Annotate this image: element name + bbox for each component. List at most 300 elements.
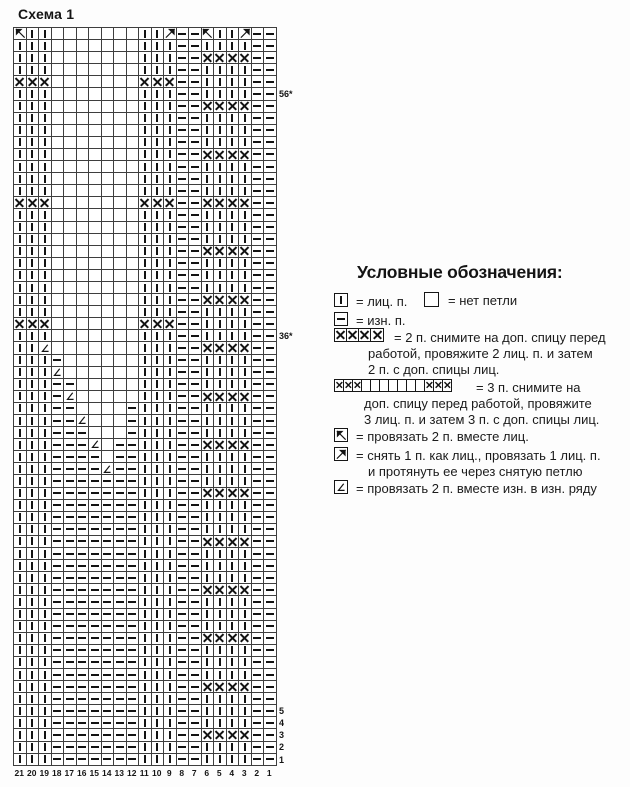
chart-cell	[114, 246, 127, 258]
chart-cell	[177, 681, 190, 693]
purl-symbol	[116, 686, 124, 688]
cross-symbol	[202, 246, 212, 256]
chart-cell	[52, 681, 65, 693]
chart-cell	[227, 742, 240, 754]
cross-symbol	[202, 295, 212, 305]
chart-cell	[139, 729, 152, 741]
chart-cell	[202, 451, 215, 463]
chart-cell	[227, 693, 240, 705]
chart-cell	[64, 76, 77, 88]
chart-cell	[152, 258, 165, 270]
chart-cell	[252, 76, 265, 88]
purl-symbol	[116, 601, 124, 603]
chart-cell	[189, 391, 202, 403]
chart-cell	[264, 149, 277, 161]
chart-cell	[89, 318, 102, 330]
chart-cell	[102, 560, 115, 572]
knit-symbol	[156, 235, 158, 243]
chart-cell	[202, 572, 215, 584]
chart-cell	[52, 621, 65, 633]
chart-cell	[164, 548, 177, 560]
chart-cell	[239, 40, 252, 52]
purl-symbol	[191, 359, 199, 361]
knit-symbol	[244, 187, 246, 195]
chart-cell	[202, 379, 215, 391]
chart-cell	[227, 500, 240, 512]
chart-cell	[152, 222, 165, 234]
chart-cell	[177, 318, 190, 330]
knit-symbol	[156, 453, 158, 461]
knit-symbol	[219, 271, 221, 279]
chart-cell	[152, 536, 165, 548]
knit-symbol	[19, 513, 21, 521]
chart-cell	[127, 125, 140, 137]
chart-cell	[152, 330, 165, 342]
chart-cell	[102, 427, 115, 439]
purl-symbol	[253, 153, 261, 155]
chart-cell	[27, 222, 40, 234]
chart-cell	[152, 113, 165, 125]
knit-symbol	[219, 417, 221, 425]
chart-cell	[177, 560, 190, 572]
p2tog-icon	[77, 415, 88, 426]
cross-symbol	[152, 198, 162, 208]
chart-cell	[139, 403, 152, 415]
chart-cell	[77, 742, 90, 754]
knit-symbol	[144, 356, 146, 364]
knit-symbol	[44, 489, 46, 497]
chart-cell	[239, 633, 252, 645]
chart-cell	[89, 367, 102, 379]
knit-symbol	[231, 719, 233, 727]
chart-title: Схема 1	[18, 6, 75, 22]
chart-cell	[64, 52, 77, 64]
chart-cell	[152, 645, 165, 657]
skp-icon	[336, 449, 347, 460]
knit-symbol	[144, 743, 146, 751]
chart-cell	[239, 403, 252, 415]
knit-symbol	[231, 477, 233, 485]
knit-symbol	[44, 477, 46, 485]
chart-cell	[227, 330, 240, 342]
chart-cell	[214, 270, 227, 282]
knit-symbol	[19, 695, 21, 703]
chart-cell	[239, 149, 252, 161]
chart-cell	[139, 185, 152, 197]
knit-symbol	[219, 90, 221, 98]
knit-symbol	[144, 586, 146, 594]
cross-symbol	[227, 633, 237, 643]
chart-cell	[89, 439, 102, 451]
chart-cell	[52, 500, 65, 512]
chart-cell	[127, 754, 140, 766]
chart-cell	[214, 222, 227, 234]
chart-cell	[39, 113, 52, 125]
knitting-chart-grid	[13, 27, 277, 766]
cross-symbol	[165, 319, 175, 329]
knit-symbol	[169, 296, 171, 304]
knit-symbol	[244, 525, 246, 533]
chart-cell	[177, 355, 190, 367]
chart-cell	[239, 512, 252, 524]
chart-cell	[152, 512, 165, 524]
purl-symbol	[66, 601, 74, 603]
chart-cell	[64, 197, 77, 209]
purl-symbol	[266, 468, 274, 470]
chart-cell	[189, 294, 202, 306]
cross-symbol	[215, 585, 225, 595]
chart-cell	[14, 609, 27, 621]
chart-cell	[139, 270, 152, 282]
chart-cell	[139, 40, 152, 52]
knit-symbol	[19, 646, 21, 654]
chart-cell	[39, 161, 52, 173]
chart-cell	[214, 88, 227, 100]
purl-symbol	[178, 323, 186, 325]
chart-cell	[239, 270, 252, 282]
chart-cell	[177, 705, 190, 717]
purl-symbol	[128, 734, 136, 736]
purl-symbol	[128, 637, 136, 639]
chart-cell	[177, 282, 190, 294]
cross-symbol	[215, 343, 225, 353]
knit-symbol	[19, 683, 21, 691]
purl-symbol	[253, 57, 261, 59]
chart-cell	[102, 234, 115, 246]
legend-symbol-cable6	[334, 379, 452, 392]
chart-cell	[189, 258, 202, 270]
knit-symbol	[156, 102, 158, 110]
chart-cell	[189, 717, 202, 729]
chart-cell	[189, 705, 202, 717]
knit-symbol	[44, 138, 46, 146]
chart-cell	[77, 548, 90, 560]
purl-symbol	[78, 516, 86, 518]
chart-cell	[127, 40, 140, 52]
knit-symbol	[44, 646, 46, 654]
chart-cell	[64, 524, 77, 536]
chart-cell	[27, 101, 40, 113]
chart-cell	[27, 306, 40, 318]
purl-symbol	[266, 311, 274, 313]
chart-cell	[89, 536, 102, 548]
chart-cell	[102, 330, 115, 342]
knit-symbol	[144, 247, 146, 255]
legend-symbol-box	[334, 447, 348, 461]
chart-cell	[252, 258, 265, 270]
purl-symbol	[128, 432, 136, 434]
knit-symbol	[144, 66, 146, 74]
purl-symbol	[66, 686, 74, 688]
chart-cell	[114, 572, 127, 584]
chart-cell	[227, 524, 240, 536]
purl-symbol	[103, 565, 111, 567]
knit-symbol	[219, 404, 221, 412]
chart-cell	[264, 64, 277, 76]
knit-symbol	[219, 114, 221, 122]
purl-symbol	[116, 540, 124, 542]
chart-cell	[39, 258, 52, 270]
knit-symbol	[244, 562, 246, 570]
chart-cell	[177, 717, 190, 729]
knit-symbol	[340, 296, 342, 304]
chart-cell	[164, 185, 177, 197]
chart-cell	[139, 754, 152, 766]
chart-cell	[252, 40, 265, 52]
knit-symbol	[144, 695, 146, 703]
purl-symbol	[191, 661, 199, 663]
chart-cell	[114, 52, 127, 64]
chart-cell	[164, 621, 177, 633]
chart-cell	[114, 729, 127, 741]
purl-symbol	[191, 81, 199, 83]
chart-cell	[39, 475, 52, 487]
chart-cell	[177, 609, 190, 621]
chart-cell	[177, 294, 190, 306]
chart-cell	[52, 270, 65, 282]
chart-cell	[252, 657, 265, 669]
knit-symbol	[144, 658, 146, 666]
cross-symbol	[227, 488, 237, 498]
chart-cell	[89, 645, 102, 657]
chart-cell	[252, 52, 265, 64]
knit-symbol	[19, 598, 21, 606]
knit-symbol	[19, 211, 21, 219]
knit-symbol	[31, 187, 33, 195]
chart-cell	[102, 379, 115, 391]
purl-symbol	[91, 553, 99, 555]
purl-symbol	[116, 722, 124, 724]
knit-symbol	[206, 320, 208, 328]
knit-symbol	[144, 392, 146, 400]
chart-cell	[27, 754, 40, 766]
knit-symbol	[144, 525, 146, 533]
chart-cell	[127, 270, 140, 282]
knit-symbol	[219, 550, 221, 558]
chart-cell	[177, 403, 190, 415]
legend-text-line: = нет петли	[448, 293, 518, 308]
purl-symbol	[53, 553, 61, 555]
chart-cell	[189, 488, 202, 500]
purl-symbol	[191, 456, 199, 458]
chart-cell	[77, 754, 90, 766]
knit-symbol	[206, 622, 208, 630]
chart-cell	[14, 669, 27, 681]
chart-cell	[264, 40, 277, 52]
chart-cell	[64, 669, 77, 681]
chart-cell	[164, 681, 177, 693]
chart-cell	[227, 621, 240, 633]
knit-symbol	[144, 332, 146, 340]
knit-symbol	[144, 150, 146, 158]
chart-cell	[89, 137, 102, 149]
chart-cell	[52, 584, 65, 596]
knit-symbol	[169, 126, 171, 134]
chart-cell	[77, 633, 90, 645]
knit-symbol	[231, 671, 233, 679]
chart-cell	[214, 572, 227, 584]
purl-symbol	[266, 153, 274, 155]
chart-cell	[114, 621, 127, 633]
purl-symbol	[103, 625, 111, 627]
purl-symbol	[178, 347, 186, 349]
purl-symbol	[116, 613, 124, 615]
chart-cell	[177, 113, 190, 125]
knit-symbol	[156, 66, 158, 74]
chart-cell	[164, 270, 177, 282]
knit-symbol	[144, 126, 146, 134]
chart-cell	[214, 621, 227, 633]
chart-cell	[114, 125, 127, 137]
purl-symbol	[53, 516, 61, 518]
knit-symbol	[44, 417, 46, 425]
knit-symbol	[206, 707, 208, 715]
knit-symbol	[219, 695, 221, 703]
chart-cell	[27, 28, 40, 40]
chart-cell	[77, 64, 90, 76]
purl-symbol	[253, 722, 261, 724]
knit-symbol	[244, 695, 246, 703]
knit-symbol	[156, 429, 158, 437]
row-label: 5	[279, 706, 285, 717]
chart-cell	[139, 645, 152, 657]
knit-symbol	[31, 501, 33, 509]
knit-symbol	[31, 271, 33, 279]
chart-cell	[264, 173, 277, 185]
chart-cell	[189, 415, 202, 427]
chart-cell	[114, 234, 127, 246]
knit-symbol	[31, 695, 33, 703]
knit-symbol	[19, 138, 21, 146]
chart-cell	[114, 161, 127, 173]
chart-cell	[227, 197, 240, 209]
chart-cell	[152, 524, 165, 536]
purl-symbol	[253, 601, 261, 603]
purl-symbol	[53, 504, 61, 506]
chart-cell	[89, 258, 102, 270]
legend-symbol-box	[334, 293, 348, 307]
knit-symbol	[219, 453, 221, 461]
chart-cell	[139, 609, 152, 621]
chart-cell	[52, 367, 65, 379]
chart-cell	[139, 367, 152, 379]
cross-symbol	[227, 246, 237, 256]
chart-cell	[152, 717, 165, 729]
purl-symbol	[191, 444, 199, 446]
chart-cell	[39, 717, 52, 729]
chart-cell	[252, 439, 265, 451]
chart-cell	[227, 488, 240, 500]
knit-symbol	[156, 150, 158, 158]
chart-cell	[127, 681, 140, 693]
cross-symbol	[240, 440, 250, 450]
knit-symbol	[169, 271, 171, 279]
knit-symbol	[19, 187, 21, 195]
knit-symbol	[19, 223, 21, 231]
chart-cell	[252, 161, 265, 173]
chart-cell	[152, 173, 165, 185]
knit-symbol	[19, 719, 21, 727]
chart-cell	[214, 40, 227, 52]
knit-symbol	[44, 296, 46, 304]
chart-cell	[139, 633, 152, 645]
purl-symbol	[191, 565, 199, 567]
chart-cell	[64, 246, 77, 258]
chart-cell	[77, 572, 90, 584]
chart-cell	[239, 222, 252, 234]
purl-symbol	[191, 93, 199, 95]
purl-symbol	[178, 274, 186, 276]
purl-symbol	[191, 202, 199, 204]
chart-cell	[139, 500, 152, 512]
knit-symbol	[156, 308, 158, 316]
chart-cell	[264, 137, 277, 149]
purl-symbol	[103, 746, 111, 748]
purl-symbol	[116, 758, 124, 760]
chart-cell	[214, 76, 227, 88]
knit-symbol	[31, 344, 33, 352]
chart-cell	[39, 282, 52, 294]
chart-cell	[14, 681, 27, 693]
chart-cell	[14, 391, 27, 403]
purl-symbol	[178, 661, 186, 663]
purl-symbol	[53, 589, 61, 591]
chart-cell	[127, 657, 140, 669]
chart-cell	[27, 52, 40, 64]
chart-cell	[252, 415, 265, 427]
purl-symbol	[191, 734, 199, 736]
chart-cell	[189, 403, 202, 415]
chart-cell	[252, 234, 265, 246]
chart-cell	[52, 657, 65, 669]
chart-cell	[14, 76, 27, 88]
chart-cell	[214, 475, 227, 487]
purl-symbol	[116, 504, 124, 506]
knit-symbol	[19, 42, 21, 50]
knit-symbol	[169, 537, 171, 545]
purl-symbol	[253, 565, 261, 567]
chart-cell	[77, 596, 90, 608]
knit-symbol	[31, 610, 33, 618]
knit-symbol	[169, 114, 171, 122]
chart-cell	[252, 512, 265, 524]
chart-cell	[214, 451, 227, 463]
knit-symbol	[31, 598, 33, 606]
chart-cell	[114, 584, 127, 596]
chart-cell	[114, 258, 127, 270]
knit-symbol	[156, 247, 158, 255]
purl-symbol	[266, 323, 274, 325]
chart-cell	[214, 330, 227, 342]
purl-symbol	[253, 69, 261, 71]
chart-cell	[202, 185, 215, 197]
purl-symbol	[128, 758, 136, 760]
knit-symbol	[44, 114, 46, 122]
purl-symbol	[53, 383, 61, 385]
chart-cell	[64, 64, 77, 76]
chart-cell	[177, 101, 190, 113]
legend-symbol-purl	[334, 312, 348, 326]
chart-cell	[189, 475, 202, 487]
chart-cell	[202, 318, 215, 330]
knit-symbol	[206, 562, 208, 570]
chart-cell	[202, 125, 215, 137]
chart-cell	[152, 693, 165, 705]
purl-symbol	[128, 577, 136, 579]
chart-cell	[102, 621, 115, 633]
chart-cell	[114, 391, 127, 403]
chart-cell	[39, 197, 52, 209]
